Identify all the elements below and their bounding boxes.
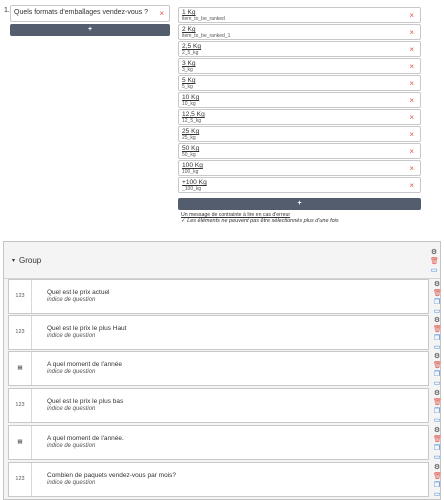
option-value[interactable]: 5_kg — [182, 84, 193, 90]
remove-option-icon[interactable]: × — [409, 181, 414, 190]
copy-icon[interactable]: ❐ — [433, 371, 441, 378]
folder-icon[interactable]: ▭ — [433, 454, 441, 461]
trash-icon[interactable]: 🗑 — [433, 362, 442, 369]
question-actions — [433, 353, 441, 389]
gear-icon[interactable]: ⚙ — [433, 427, 441, 434]
copy-icon[interactable]: ❐ — [433, 299, 441, 306]
question-hint[interactable]: indice de question — [47, 406, 96, 412]
question-actions — [433, 317, 441, 353]
folder-icon[interactable]: ▭ — [433, 491, 441, 498]
question-actions — [433, 281, 441, 317]
remove-option-icon[interactable]: × — [409, 130, 414, 139]
question-row[interactable] — [8, 462, 442, 498]
constraint-message[interactable]: Un message de contrainte à lire en cas d'erreur — [181, 212, 291, 218]
remove-option-icon[interactable]: × — [409, 79, 414, 88]
question-title[interactable]: Quel est le prix actuel — [47, 289, 110, 296]
group-header[interactable] — [4, 242, 440, 279]
option-value[interactable]: 100_kg — [182, 169, 199, 175]
option-value[interactable]: item_to_be_ranked_1 — [182, 33, 231, 39]
question-hint[interactable]: indice de question — [47, 333, 96, 339]
folder-icon[interactable]: ▭ — [433, 417, 441, 424]
add-option-button[interactable]: + — [178, 198, 421, 210]
option-item[interactable] — [178, 7, 421, 23]
option-label[interactable]: +100 Kg — [182, 179, 207, 186]
gear-icon[interactable]: ⚙ — [433, 317, 441, 324]
remove-option-icon[interactable]: × — [409, 62, 414, 71]
remove-option-icon[interactable]: × — [409, 28, 414, 37]
question-title[interactable]: Quel est le prix le plus bas — [47, 398, 124, 405]
group-title: Group — [19, 256, 42, 265]
option-value[interactable]: 25_kg — [182, 135, 196, 141]
gear-icon[interactable]: ⚙ — [433, 353, 441, 360]
question-row[interactable] — [8, 279, 442, 315]
question-row[interactable] — [8, 425, 442, 461]
option-item[interactable] — [178, 109, 421, 125]
check-icon: ✓ — [181, 218, 186, 224]
option-item[interactable] — [178, 41, 421, 57]
option-value[interactable]: 12_5_kg — [182, 118, 202, 124]
collapse-caret-icon[interactable]: ▾ — [12, 258, 16, 264]
folder-icon[interactable]: ▭ — [433, 308, 441, 315]
trash-icon[interactable]: 🗑 — [430, 258, 439, 265]
integer-type-icon: 123 — [9, 389, 32, 422]
option-item[interactable] — [178, 126, 421, 142]
group-actions — [430, 249, 438, 276]
question-hint[interactable]: indice de question — [47, 297, 96, 303]
question-hint[interactable]: indice de question — [47, 369, 96, 375]
option-label[interactable]: 2,5 Kg — [182, 43, 202, 50]
question-title[interactable]: A quel moment de l'année. — [47, 435, 124, 442]
option-label[interactable]: 12,5 Kg — [182, 111, 205, 118]
question-row[interactable] — [8, 388, 442, 424]
option-item[interactable] — [178, 24, 421, 40]
trash-icon[interactable]: 🗑 — [433, 399, 442, 406]
trash-icon[interactable]: 🗑 — [433, 473, 442, 480]
trash-icon[interactable]: 🗑 — [433, 436, 442, 443]
remove-option-icon[interactable]: × — [409, 45, 414, 54]
question-row[interactable] — [8, 315, 442, 351]
copy-icon[interactable]: ❐ — [433, 408, 441, 415]
gear-icon[interactable]: ⚙ — [433, 390, 441, 397]
option-label[interactable]: 5 Kg — [182, 77, 196, 84]
question-actions — [433, 464, 441, 500]
option-value[interactable]: 50_kg — [182, 152, 196, 158]
add-question-button[interactable]: + — [10, 24, 170, 36]
remove-option-icon[interactable]: × — [409, 96, 414, 105]
folder-icon[interactable]: ▭ — [430, 267, 438, 274]
question-title[interactable]: A quel moment de l'année — [47, 361, 122, 368]
clear-question-icon[interactable]: × — [159, 9, 164, 18]
option-item[interactable] — [178, 58, 421, 74]
question-group — [3, 241, 441, 500]
question-label-text: Quels formats d'emballages vendez-vous ? — [14, 9, 149, 16]
trash-icon[interactable]: 🗑 — [433, 326, 442, 333]
folder-icon[interactable]: ▭ — [433, 380, 441, 387]
calendar-icon: ▦ — [9, 426, 32, 459]
gear-icon[interactable]: ⚙ — [430, 249, 438, 256]
option-label[interactable]: 10 Kg — [182, 94, 200, 101]
copy-icon[interactable]: ❐ — [433, 482, 441, 489]
question-row[interactable] — [8, 351, 442, 387]
question-number: 1. — [4, 7, 10, 14]
folder-icon[interactable]: ▭ — [433, 344, 441, 351]
option-value[interactable]: _100_kg — [182, 186, 202, 192]
copy-icon[interactable]: ❐ — [433, 445, 441, 452]
ranking-question-editor — [0, 0, 444, 238]
gear-icon[interactable]: ⚙ — [433, 281, 441, 288]
copy-icon[interactable]: ❐ — [433, 335, 441, 342]
integer-type-icon: 123 — [9, 316, 32, 349]
ranking-hint-text: Les éléments ne peuvent pas être sélectionnés plus d'une fois — [187, 218, 339, 224]
remove-option-icon[interactable]: × — [409, 11, 414, 20]
question-actions — [433, 390, 441, 426]
remove-option-icon[interactable]: × — [409, 147, 414, 156]
option-label[interactable]: 2 Kg — [182, 26, 196, 33]
question-hint[interactable]: indice de question — [47, 480, 96, 486]
option-item[interactable] — [178, 177, 421, 193]
remove-option-icon[interactable]: × — [409, 113, 414, 122]
remove-option-icon[interactable]: × — [409, 164, 414, 173]
option-value[interactable]: item_to_be_ranked — [182, 16, 225, 22]
trash-icon[interactable]: 🗑 — [433, 290, 442, 297]
option-label[interactable]: 1 Kg — [182, 9, 196, 16]
option-item[interactable] — [178, 92, 421, 108]
question-title[interactable]: Combien de paquets vendez-vous par mois? — [47, 472, 176, 479]
question-actions — [433, 427, 441, 463]
option-value[interactable]: 2_5_kg — [182, 50, 199, 56]
gear-icon[interactable]: ⚙ — [433, 464, 441, 471]
option-value[interactable]: 3_kg — [182, 67, 193, 73]
option-value[interactable]: 10_kg — [182, 101, 196, 107]
option-item[interactable] — [178, 160, 421, 176]
option-label[interactable]: 50 Kg — [182, 145, 200, 152]
option-item[interactable] — [178, 75, 421, 91]
option-label[interactable]: 25 Kg — [182, 128, 200, 135]
question-hint[interactable]: indice de question — [47, 443, 96, 449]
option-item[interactable] — [178, 143, 421, 159]
option-label[interactable]: 3 Kg — [182, 60, 196, 67]
integer-type-icon: 123 — [9, 280, 32, 313]
question-label-input[interactable] — [10, 5, 170, 22]
question-title[interactable]: Quel est le prix le plus Haut — [47, 325, 127, 332]
calendar-icon: ▦ — [9, 352, 32, 385]
ranking-hint — [181, 218, 339, 224]
option-label[interactable]: 100 Kg — [182, 162, 203, 169]
integer-type-icon: 123 — [9, 463, 32, 496]
